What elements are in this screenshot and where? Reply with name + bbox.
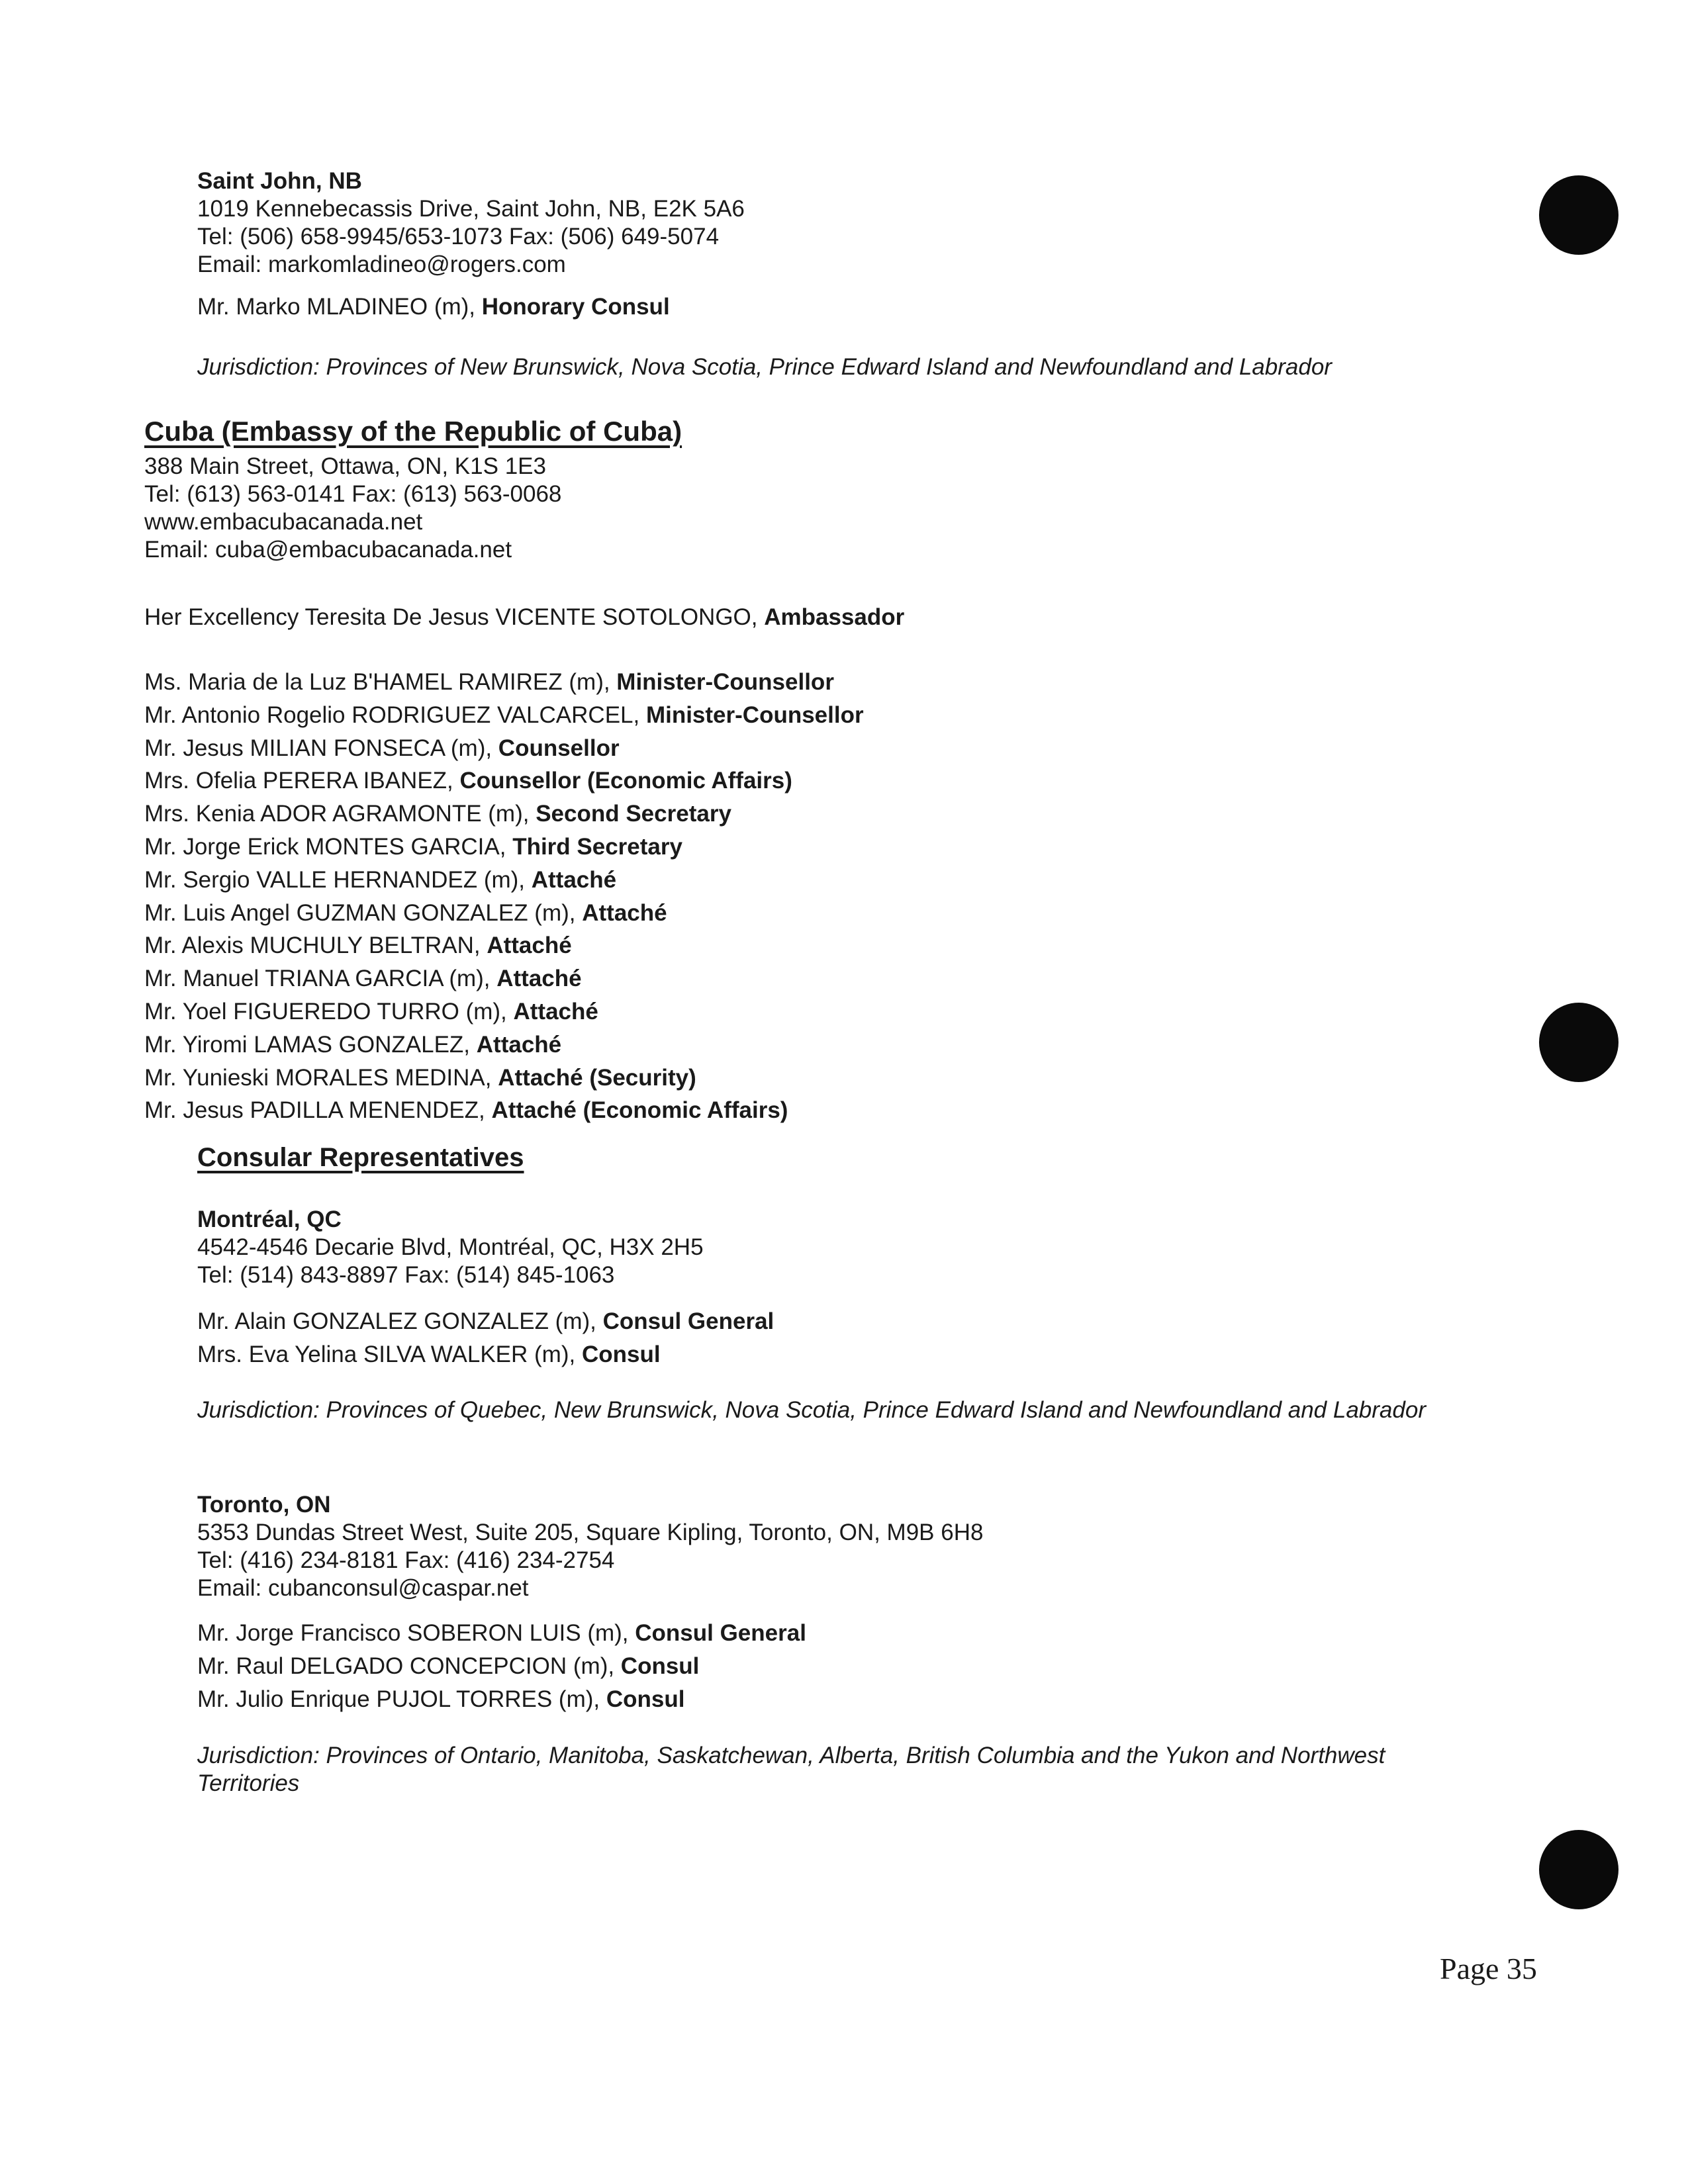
cuba-address: 388 Main Street, Ottawa, ON, K1S 1E3 <box>144 453 546 479</box>
person-row <box>197 1650 806 1683</box>
person-row <box>197 1305 774 1338</box>
person-title: Consul <box>620 1653 700 1679</box>
montreal-address: 4542-4546 Decarie Blvd, Montréal, QC, H3X 2H5 <box>197 1234 704 1260</box>
staff-row <box>144 1028 864 1062</box>
punch-hole-middle <box>1539 1003 1618 1082</box>
staff-row <box>144 864 864 897</box>
person-title: Second Secretary <box>536 801 731 827</box>
person-title: Consul <box>581 1342 661 1367</box>
punch-hole-bottom <box>1539 1830 1618 1909</box>
person-name: Mr. Alain GONZALEZ GONZALEZ (m), <box>197 1308 603 1334</box>
person-title: Attaché <box>476 1031 562 1058</box>
cuba-embassy-heading: Cuba (Embassy of the Republic of Cuba) <box>144 416 682 447</box>
staff-row <box>144 831 864 864</box>
cuba-staff-list <box>144 666 864 1127</box>
toronto-jurisdiction <box>197 1742 1385 1797</box>
person-title: Third Secretary <box>512 833 682 860</box>
consular-representatives-heading: Consular Representatives <box>197 1143 524 1172</box>
montreal-jurisdiction: Jurisdiction: Provinces of Quebec, New Brunswick, Nova Scotia, Prince Edward Island and Newfoundland and Labrador <box>197 1397 1426 1423</box>
toronto-tel: Tel: (416) 234-8181 Fax: (416) 234-2754 <box>197 1547 615 1573</box>
montreal-tel: Tel: (514) 843-8897 Fax: (514) 845-1063 <box>197 1262 615 1288</box>
person-title: Minister-Counsellor <box>645 702 864 728</box>
person-title: Attaché <box>496 966 582 992</box>
person-name: Mr. Luis Angel GUZMAN GONZALEZ (m), <box>144 899 583 926</box>
person-name: Mrs. Ofelia PERERA IBANEZ, <box>144 768 460 794</box>
person-name: Mr. Jesus PADILLA MENENDEZ, <box>144 1097 492 1124</box>
person-name: Ms. Maria de la Luz B'HAMEL RAMIREZ (m), <box>144 669 617 695</box>
person-title: Attaché <box>513 998 598 1024</box>
ambassador-title: Ambassador <box>764 604 905 630</box>
saint-john-email: Email: markomladineo@rogers.com <box>197 251 566 277</box>
toronto-jurisdiction-line2: Territories <box>197 1770 300 1796</box>
person-title: Counsellor <box>498 735 620 761</box>
toronto-jurisdiction-line1: Jurisdiction: Provinces of Ontario, Manitoba, Saskatchewan, Alberta, British Columbia and the Yukon and Northwest <box>197 1743 1385 1768</box>
staff-row <box>144 962 864 995</box>
person-row <box>197 1338 774 1371</box>
person-name: Mr. Yoel FIGUEREDO TURRO (m), <box>144 998 514 1024</box>
punch-hole-top <box>1539 175 1618 255</box>
staff-row <box>144 764 864 797</box>
person-title: Attaché (Economic Affairs) <box>491 1097 788 1124</box>
staff-row <box>144 732 864 765</box>
cuba-website: www.embacubacanada.net <box>144 509 423 535</box>
staff-row <box>144 699 864 732</box>
person-name: Mr. Jorge Francisco SOBERON LUIS (m), <box>197 1620 635 1646</box>
toronto-persons <box>197 1617 806 1716</box>
person-title: Honorary Consul <box>481 294 670 320</box>
person-title: Consul <box>606 1686 685 1712</box>
person-name: Mr. Sergio VALLE HERNANDEZ (m), <box>144 866 532 893</box>
person-title: Consul General <box>602 1308 774 1334</box>
saint-john-tel: Tel: (506) 658-9945/653-1073 Fax: (506) 649-5074 <box>197 224 720 250</box>
person-name: Mrs. Kenia ADOR AGRAMONTE (m), <box>144 801 536 827</box>
toronto-city: Toronto, ON <box>197 1492 331 1518</box>
saint-john-person <box>197 293 670 321</box>
toronto-block <box>197 1491 983 1602</box>
person-name: Mrs. Eva Yelina SILVA WALKER (m), <box>197 1342 582 1367</box>
staff-row <box>144 995 864 1028</box>
person-title: Minister-Counsellor <box>616 669 834 695</box>
staff-row <box>144 1062 864 1095</box>
page-number: Page 35 <box>1440 1952 1537 1985</box>
saint-john-jurisdiction: Jurisdiction: Provinces of New Brunswick, Nova Scotia, Prince Edward Island and Newfoundland and Labrador <box>197 354 1332 380</box>
person-title: Counsellor (Economic Affairs) <box>459 768 792 794</box>
saint-john-block <box>197 167 745 279</box>
person-name: Mr. Alexis MUCHULY BELTRAN, <box>144 933 487 959</box>
person-name: Mr. Marko MLADINEO (m), <box>197 294 482 320</box>
person-row <box>197 1617 806 1650</box>
person-title: Attaché (Security) <box>498 1064 696 1091</box>
cuba-ambassador <box>144 604 904 631</box>
person-name: Mr. Antonio Rogelio RODRIGUEZ VALCARCEL, <box>144 702 646 728</box>
person-title: Attaché <box>487 933 572 959</box>
toronto-address: 5353 Dundas Street West, Suite 205, Square Kipling, Toronto, ON, M9B 6H8 <box>197 1520 984 1545</box>
person-name: Mr. Yiromi LAMAS GONZALEZ, <box>144 1031 477 1058</box>
saint-john-city: Saint John, NB <box>197 168 362 194</box>
montreal-city: Montréal, QC <box>197 1206 342 1232</box>
staff-row <box>144 1094 864 1127</box>
cuba-contact-block <box>144 453 561 564</box>
staff-row <box>144 929 864 962</box>
person-name: Mr. Jorge Erick MONTES GARCIA, <box>144 833 513 860</box>
cuba-email: Email: cuba@embacubacanada.net <box>144 537 512 563</box>
person-name: Mr. Manuel TRIANA GARCIA (m), <box>144 966 497 992</box>
cuba-tel: Tel: (613) 563-0141 Fax: (613) 563-0068 <box>144 481 562 507</box>
staff-row <box>144 897 864 930</box>
ambassador-name: Her Excellency Teresita De Jesus VICENTE SOTOLONGO, <box>144 604 765 630</box>
staff-row <box>144 666 864 699</box>
montreal-block <box>197 1206 704 1289</box>
saint-john-address: 1019 Kennebecassis Drive, Saint John, NB, E2K 5A6 <box>197 196 745 222</box>
person-name: Mr. Jesus MILIAN FONSECA (m), <box>144 735 498 761</box>
person-row <box>197 1683 806 1716</box>
person-name: Mr. Yunieski MORALES MEDINA, <box>144 1064 498 1091</box>
person-title: Consul General <box>635 1620 806 1646</box>
person-name: Mr. Raul DELGADO CONCEPCION (m), <box>197 1653 621 1679</box>
montreal-persons <box>197 1305 774 1371</box>
person-name: Mr. Julio Enrique PUJOL TORRES (m), <box>197 1686 606 1712</box>
person-title: Attaché <box>531 866 617 893</box>
person-title: Attaché <box>582 899 667 926</box>
toronto-email: Email: cubanconsul@caspar.net <box>197 1575 529 1601</box>
staff-row <box>144 797 864 831</box>
